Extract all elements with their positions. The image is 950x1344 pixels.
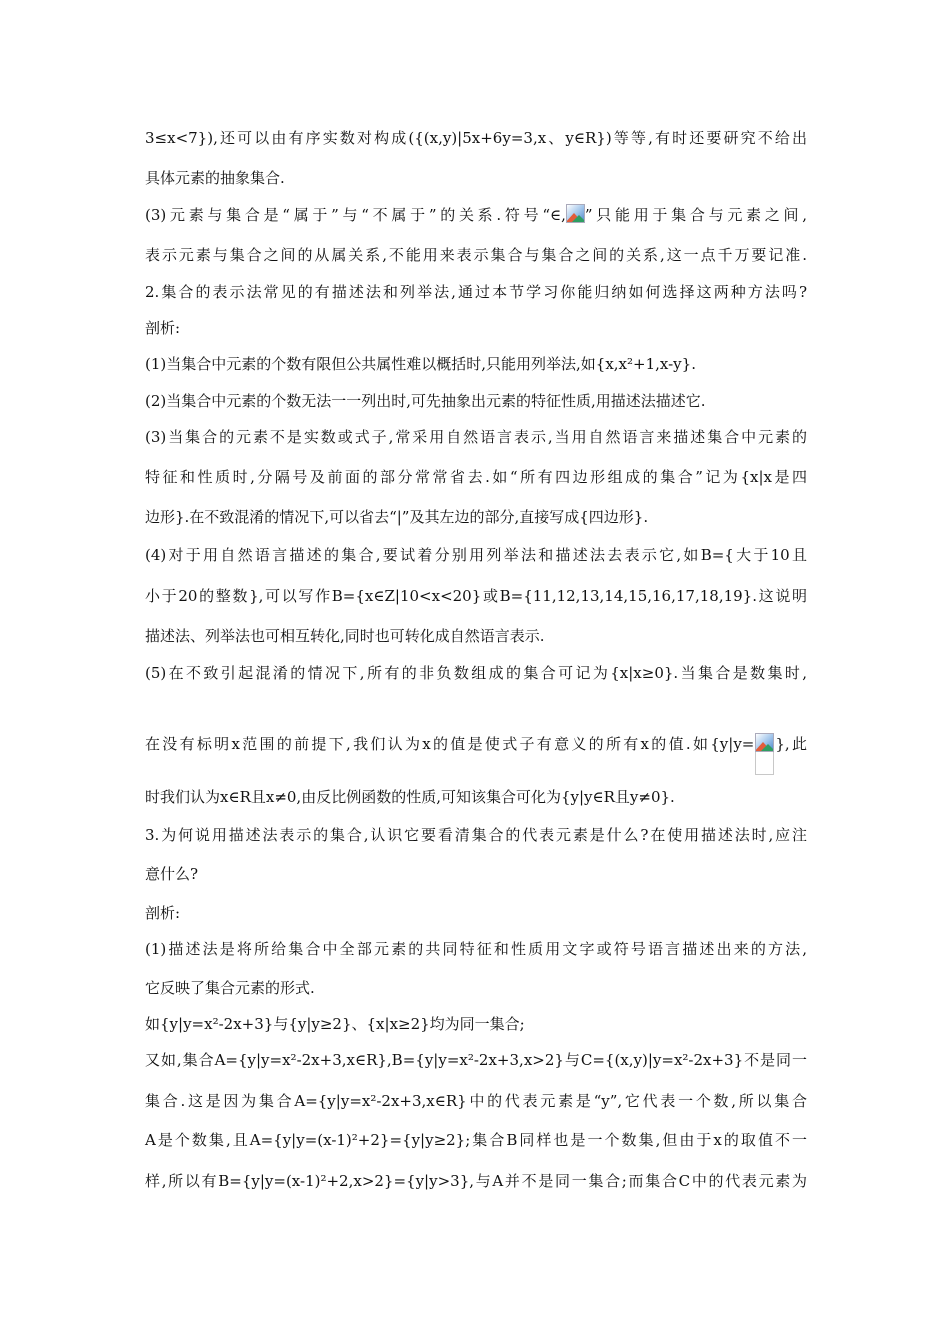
text-line: (1)当集合中元素的个数有限但公共属性难以概括时,只能用列举法,如{x,x²+1,x-y}. (145, 355, 696, 373)
text-line: (4)对于用自然语言描述的集合,要试着分别用列举法和描述法去表示它,如B={大于10且 (145, 546, 807, 564)
text-line: 3≤x<7}),还可以由有序实数对构成({(x,y)|5x+6y=3,x、y∈R})等等,有时还要研究不给出 (145, 129, 807, 147)
formula-image (755, 733, 774, 775)
text-line: 表示元素与集合之间的从属关系,不能用来表示集合与集合之间的关系,这一点千万要记准. (145, 246, 807, 264)
text-line: 边形}.在不致混淆的情况下,可以省去“|”及其左边的部分,直接写成{四边形}. (145, 508, 649, 526)
text-line: 特征和性质时,分隔号及前面的部分常常省去.如“所有四边形组成的集合”记为{x|x是四 (145, 468, 807, 486)
text-segment: ”只能用于集合与元素之间, (584, 206, 807, 224)
text-line: A是个数集,且A={y|y=(x-1)²+2}={y|y≥2};集合B同样也是一个数集,但由于x的取值不一 (145, 1131, 807, 1149)
text-line: 具体元素的抽象集合. (145, 169, 285, 187)
text-segment: 在没有标明x范围的前提下,我们认为x的值是使式子有意义的所有x的值.如{y|y= (145, 735, 755, 753)
text-line: 2.集合的表示法常见的有描述法和列举法,通过本节学习你能归纳如何选择这两种方法吗? (145, 283, 807, 301)
text-line: 小于20的整数},可以写作B={x∈Z|10<x<20}或B={11,12,13,14,15,16,17,18,19}.这说明 (145, 587, 807, 605)
text-line: 它反映了集合元素的形式. (145, 979, 315, 997)
text-line: 剖析: (145, 904, 181, 922)
text-line (145, 733, 807, 775)
text-line: 如{y|y=x²-2x+3}与{y|y≥2}、{x|x≥2}均为同一集合; (145, 1015, 525, 1033)
text-line: (1)描述法是将所给集合中全部元素的共同特征和性质用文字或符号语言描述出来的方法, (145, 940, 807, 958)
text-line: 描述法、列举法也可相互转化,同时也可转化成自然语言表示. (145, 627, 545, 645)
text-segment: },此 (775, 735, 807, 753)
text-line: 又如,集合A={y|y=x²-2x+3,x∈R},B={y|y=x²-2x+3,x>2}与C={(x,y)|y=x²-2x+3}不是同一 (145, 1051, 807, 1069)
text-line: 3.为何说用描述法表示的集合,认识它要看清集合的代表元素是什么?在使用描述法时,应注 (145, 826, 807, 844)
text-line: (2)当集合中元素的个数无法一一列出时,可先抽象出元素的特征性质,用描述法描述它. (145, 392, 706, 410)
text-line: 样,所以有B={y|y=(x-1)²+2,x>2}={y|y>3},与A并不是同一集合;而集合C中的代表元素为 (145, 1172, 807, 1190)
text-line: 剖析: (145, 319, 181, 337)
broken-image-icon (755, 733, 774, 752)
text-line: (3)当集合的元素不是实数或式子,常采用自然语言表示,当用自然语言来描述集合中元素的 (145, 428, 807, 446)
text-line: 集合.这是因为集合A={y|y=x²-2x+3,x∈R}中的代表元素是“y”,它代表一个数,所以集合 (145, 1092, 807, 1110)
text-segment: (3)元素与集合是“属于”与“不属于”的关系.符号“∈, (145, 206, 566, 224)
text-line: 意什么? (145, 865, 199, 883)
text-line (145, 204, 807, 225)
broken-image-icon (566, 204, 585, 223)
text-line: (5)在不致引起混淆的情况下,所有的非负数组成的集合可记为{x|x≥0}.当集合是数集时, (145, 664, 807, 682)
text-line: 时我们认为x∈R且x≠0,由反比例函数的性质,可知该集合可化为{y|y∈R且y≠0}. (145, 788, 675, 806)
